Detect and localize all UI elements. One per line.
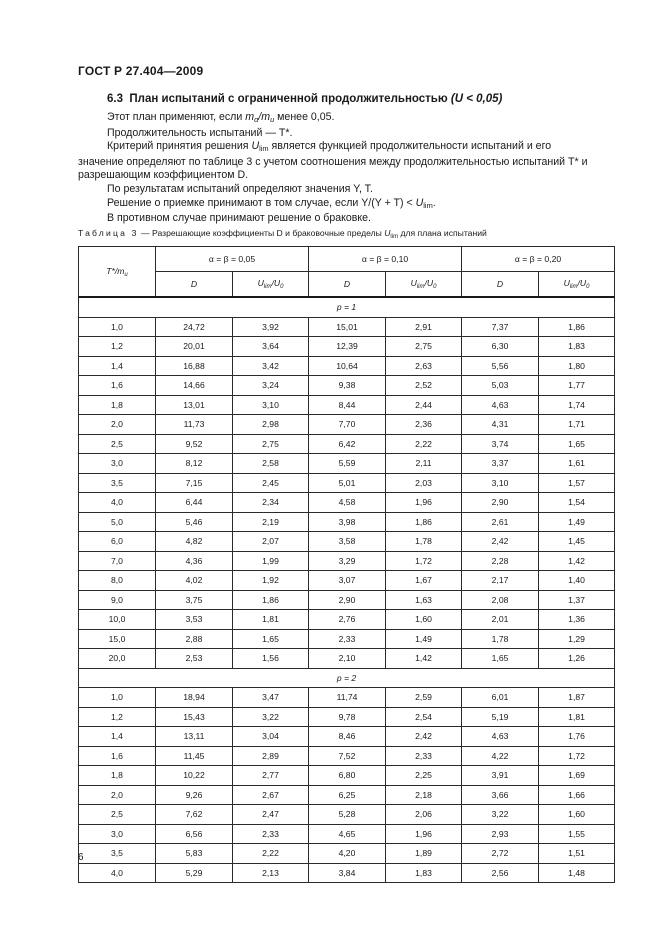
value-cell: 2,10	[309, 649, 386, 669]
value-cell: 5,03	[462, 376, 539, 396]
value-cell: 2,61	[462, 512, 539, 532]
table-section-row	[79, 297, 615, 317]
value-cell: 16,88	[156, 356, 233, 376]
ratio-cell: 1,6	[79, 746, 156, 766]
value-cell: 1,57	[539, 473, 615, 493]
value-cell: 2,76	[309, 610, 386, 630]
value-cell: 18,94	[156, 688, 233, 708]
col-group-1: α = β = 0,10	[309, 247, 462, 272]
value-cell: 3,37	[462, 454, 539, 474]
value-cell: 2,06	[386, 805, 462, 825]
value-cell: 2,42	[386, 727, 462, 747]
table-row	[79, 473, 615, 493]
value-cell: 1,78	[462, 629, 539, 649]
table-row	[79, 629, 615, 649]
value-cell: 5,83	[156, 844, 233, 864]
table-section-row	[79, 668, 615, 688]
value-cell: 2,34	[233, 493, 309, 513]
value-cell: 3,04	[233, 727, 309, 747]
value-cell: 2,58	[233, 454, 309, 474]
value-cell: 1,48	[539, 863, 615, 883]
value-cell: 2,53	[156, 649, 233, 669]
value-cell: 1,42	[386, 649, 462, 669]
table-row	[79, 551, 615, 571]
ratio-cell: 3,0	[79, 454, 156, 474]
value-cell: 3,91	[462, 766, 539, 786]
section-title	[107, 93, 502, 105]
ratio-cell: 20,0	[79, 649, 156, 669]
value-cell: 2,17	[462, 571, 539, 591]
value-cell: 1,63	[386, 590, 462, 610]
table-body	[79, 297, 615, 883]
value-cell: 2,90	[309, 590, 386, 610]
value-cell: 3,22	[462, 805, 539, 825]
value-cell: 2,59	[386, 688, 462, 708]
value-cell: 2,07	[233, 532, 309, 552]
ratio-cell: 2,5	[79, 434, 156, 454]
table-row	[79, 610, 615, 630]
value-cell: 6,56	[156, 824, 233, 844]
page-number: 6	[78, 852, 84, 863]
table-row	[79, 356, 615, 376]
value-cell: 5,01	[309, 473, 386, 493]
value-cell: 2,75	[233, 434, 309, 454]
table-row	[79, 337, 615, 357]
paragraph-acceptance: Решение о приемке принимают в том случае, если $Y/(Y + T) < U_{lim}$.	[107, 196, 436, 210]
value-cell: 11,45	[156, 746, 233, 766]
value-cell: 2,90	[462, 493, 539, 513]
value-cell: 1,81	[233, 610, 309, 630]
value-cell: 11,73	[156, 415, 233, 435]
value-cell: 1,96	[386, 824, 462, 844]
value-cell: 3,53	[156, 610, 233, 630]
value-cell: 3,22	[233, 707, 309, 727]
value-cell: 9,52	[156, 434, 233, 454]
value-cell: 1,36	[539, 610, 615, 630]
value-cell: 1,71	[539, 415, 615, 435]
value-cell: 3,29	[309, 551, 386, 571]
col-header-u: $U_{lim}/U_0$	[386, 272, 462, 298]
value-cell: 6,01	[462, 688, 539, 708]
value-cell: 10,64	[309, 356, 386, 376]
value-cell: 3,47	[233, 688, 309, 708]
value-cell: 6,44	[156, 493, 233, 513]
value-cell: 1,65	[462, 649, 539, 669]
col-group-2: α = β = 0,20	[462, 247, 615, 272]
value-cell: 2,19	[233, 512, 309, 532]
value-cell: 1,67	[386, 571, 462, 591]
ratio-cell: 1,4	[79, 727, 156, 747]
value-cell: 1,42	[539, 551, 615, 571]
value-cell: 1,77	[539, 376, 615, 396]
value-cell: 2,54	[386, 707, 462, 727]
value-cell: 6,30	[462, 337, 539, 357]
value-cell: 2,08	[462, 590, 539, 610]
value-cell: 11,74	[309, 688, 386, 708]
table-row	[79, 649, 615, 669]
value-cell: 3,74	[462, 434, 539, 454]
paragraph-duration: Продолжительность испытаний — T*.	[107, 126, 293, 139]
value-cell: 1,49	[539, 512, 615, 532]
value-cell: 3,07	[309, 571, 386, 591]
value-cell: 6,80	[309, 766, 386, 786]
value-cell: 3,66	[462, 785, 539, 805]
col-header-u: $U_{lim}/U_0$	[539, 272, 615, 298]
value-cell: 15,01	[309, 317, 386, 337]
col-group-0: α = β = 0,05	[156, 247, 309, 272]
table-row	[79, 415, 615, 435]
table-row	[79, 454, 615, 474]
value-cell: 4,20	[309, 844, 386, 864]
ratio-cell: 1,8	[79, 395, 156, 415]
value-cell: 1,86	[539, 317, 615, 337]
value-cell: 2,28	[462, 551, 539, 571]
value-cell: 5,29	[156, 863, 233, 883]
value-cell: 10,22	[156, 766, 233, 786]
value-cell: 1,29	[539, 629, 615, 649]
ratio-cell: 1,0	[79, 317, 156, 337]
value-cell: 2,18	[386, 785, 462, 805]
value-cell: 14,66	[156, 376, 233, 396]
value-cell: 13,11	[156, 727, 233, 747]
ratio-cell: 2,0	[79, 415, 156, 435]
value-cell: 3,84	[309, 863, 386, 883]
value-cell: 4,82	[156, 532, 233, 552]
value-cell: 1,45	[539, 532, 615, 552]
value-cell: 8,12	[156, 454, 233, 474]
ratio-cell: 4,0	[79, 493, 156, 513]
value-cell: 2,42	[462, 532, 539, 552]
value-cell: 3,58	[309, 532, 386, 552]
table-row	[79, 376, 615, 396]
col-header-u: $U_{lim}/U_0$	[233, 272, 309, 298]
table-row	[79, 317, 615, 337]
value-cell: 4,02	[156, 571, 233, 591]
ratio-cell: 3,5	[79, 473, 156, 493]
value-cell: 7,15	[156, 473, 233, 493]
ratio-cell: 8,0	[79, 571, 156, 591]
value-cell: 2,45	[233, 473, 309, 493]
decision-table	[78, 246, 615, 883]
value-cell: 1,51	[539, 844, 615, 864]
table-row	[79, 395, 615, 415]
value-cell: 1,55	[539, 824, 615, 844]
value-cell: 6,25	[309, 785, 386, 805]
value-cell: 2,33	[386, 746, 462, 766]
table-caption-text: — Разрешающие коэффициенты D и браковочные пределы	[138, 228, 385, 238]
value-cell: 1,60	[386, 610, 462, 630]
table-section-label: p = 1	[79, 297, 615, 317]
value-cell: 2,22	[233, 844, 309, 864]
value-cell: 5,59	[309, 454, 386, 474]
table-row	[79, 434, 615, 454]
value-cell: 9,38	[309, 376, 386, 396]
value-cell: 1,65	[233, 629, 309, 649]
ratio-cell: 3,0	[79, 824, 156, 844]
value-cell: 3,42	[233, 356, 309, 376]
value-cell: 4,63	[462, 727, 539, 747]
ratio-cell: 2,5	[79, 805, 156, 825]
value-cell: 2,56	[462, 863, 539, 883]
value-cell: 20,01	[156, 337, 233, 357]
value-cell: 2,52	[386, 376, 462, 396]
value-cell: 8,46	[309, 727, 386, 747]
value-cell: 5,46	[156, 512, 233, 532]
paragraph-criterion: Критерий принятия решения $U_{lim}$ является функцией продолжительности испытаний и его значение определяют по таблице 3 с учетом соотношения между продолжительностью испытаний T* и разрешающим коэффициентом D.	[78, 140, 588, 182]
ratio-cell: 3,5	[79, 844, 156, 864]
col-header-d: D	[462, 272, 539, 298]
ratio-cell: 7,0	[79, 551, 156, 571]
value-cell: 3,75	[156, 590, 233, 610]
ratio-cell: 5,0	[79, 512, 156, 532]
value-cell: 1,37	[539, 590, 615, 610]
value-cell: 1,81	[539, 707, 615, 727]
value-cell: 2,25	[386, 766, 462, 786]
value-cell: 3,64	[233, 337, 309, 357]
value-cell: 1,49	[386, 629, 462, 649]
col-header-d: D	[309, 272, 386, 298]
ratio-cell: 9,0	[79, 590, 156, 610]
ratio-cell: 1,2	[79, 707, 156, 727]
table-row	[79, 766, 615, 786]
table-caption: Таблица 3 — Разрешающие коэффициенты D и браковочные пределы $U_{lim}$ для плана испытаний	[78, 228, 487, 240]
value-cell: 1,69	[539, 766, 615, 786]
value-cell: 4,63	[462, 395, 539, 415]
ratio-cell: 15,0	[79, 629, 156, 649]
value-cell: 1,86	[233, 590, 309, 610]
value-cell: 5,28	[309, 805, 386, 825]
value-cell: 1,92	[233, 571, 309, 591]
ratio-cell: 4,0	[79, 863, 156, 883]
value-cell: 1,74	[539, 395, 615, 415]
value-cell: 1,99	[233, 551, 309, 571]
col-header-d: D	[156, 272, 233, 298]
table-section-label: p = 2	[79, 668, 615, 688]
value-cell: 1,83	[539, 337, 615, 357]
ratio-cell: 1,4	[79, 356, 156, 376]
value-cell: 2,44	[386, 395, 462, 415]
ratio-cell: 10,0	[79, 610, 156, 630]
table-caption-tail: для плана испытаний	[398, 228, 487, 238]
value-cell: 2,63	[386, 356, 462, 376]
value-cell: 2,72	[462, 844, 539, 864]
value-cell: 7,37	[462, 317, 539, 337]
value-cell: 1,83	[386, 863, 462, 883]
value-cell: 2,67	[233, 785, 309, 805]
value-cell: 4,22	[462, 746, 539, 766]
value-cell: 2,47	[233, 805, 309, 825]
value-cell: 1,40	[539, 571, 615, 591]
value-cell: 12,39	[309, 337, 386, 357]
section-title-text: План испытаний с ограниченной продолжительностью	[129, 93, 448, 105]
paragraph-results: По результатам испытаний определяют значения Y, T.	[107, 182, 373, 195]
table-caption-label: Таблица 3	[78, 228, 139, 238]
value-cell: 5,56	[462, 356, 539, 376]
value-cell: 1,89	[386, 844, 462, 864]
table-row	[79, 785, 615, 805]
value-cell: 1,72	[386, 551, 462, 571]
value-cell: 13,01	[156, 395, 233, 415]
value-cell: 2,91	[386, 317, 462, 337]
value-cell: 2,89	[233, 746, 309, 766]
value-cell: 3,24	[233, 376, 309, 396]
paragraph-applicability: Этот план применяют, если $m_\alpha/m_u$ менее 0,05.	[107, 111, 335, 124]
ratio-cell: 1,8	[79, 766, 156, 786]
ratio-cell: 1,2	[79, 337, 156, 357]
value-cell: 4,31	[462, 415, 539, 435]
document-header: ГОСТ Р 27.404—2009	[78, 64, 204, 78]
value-cell: 2,77	[233, 766, 309, 786]
value-cell: 2,33	[309, 629, 386, 649]
value-cell: 3,10	[233, 395, 309, 415]
value-cell: 7,62	[156, 805, 233, 825]
value-cell: 9,26	[156, 785, 233, 805]
table-row	[79, 746, 615, 766]
value-cell: 4,65	[309, 824, 386, 844]
value-cell: 1,96	[386, 493, 462, 513]
section-condition: (U < 0,05)	[450, 93, 503, 105]
ratio-cell: 6,0	[79, 532, 156, 552]
table-row	[79, 844, 615, 864]
table-row	[79, 824, 615, 844]
value-cell: 1,56	[233, 649, 309, 669]
value-cell: 2,98	[233, 415, 309, 435]
value-cell: 6,42	[309, 434, 386, 454]
ratio-cell: 2,0	[79, 785, 156, 805]
value-cell: 1,80	[539, 356, 615, 376]
value-cell: 1,86	[386, 512, 462, 532]
value-cell: 9,78	[309, 707, 386, 727]
table-row	[79, 688, 615, 708]
value-cell: 15,43	[156, 707, 233, 727]
value-cell: 2,13	[233, 863, 309, 883]
section-number: 6.3	[107, 93, 123, 105]
value-cell: 1,66	[539, 785, 615, 805]
value-cell: 7,52	[309, 746, 386, 766]
table-row	[79, 512, 615, 532]
table-row	[79, 532, 615, 552]
value-cell: 2,33	[233, 824, 309, 844]
ratio-cell: 1,6	[79, 376, 156, 396]
table-row	[79, 493, 615, 513]
value-cell: 4,58	[309, 493, 386, 513]
value-cell: 1,78	[386, 532, 462, 552]
value-cell: 2,75	[386, 337, 462, 357]
value-cell: 4,36	[156, 551, 233, 571]
value-cell: 8,44	[309, 395, 386, 415]
value-cell: 1,76	[539, 727, 615, 747]
value-cell: 1,26	[539, 649, 615, 669]
table-row	[79, 805, 615, 825]
value-cell: 3,92	[233, 317, 309, 337]
value-cell: 2,11	[386, 454, 462, 474]
value-cell: 1,65	[539, 434, 615, 454]
table-row	[79, 727, 615, 747]
value-cell: 2,93	[462, 824, 539, 844]
value-cell: 7,70	[309, 415, 386, 435]
value-cell: 3,98	[309, 512, 386, 532]
value-cell: 2,22	[386, 434, 462, 454]
value-cell: 2,03	[386, 473, 462, 493]
value-cell: 1,54	[539, 493, 615, 513]
value-cell: 2,36	[386, 415, 462, 435]
value-cell: 1,87	[539, 688, 615, 708]
ratio-cell: 1,0	[79, 688, 156, 708]
section-body	[78, 111, 590, 226]
table-row	[79, 571, 615, 591]
table-row	[79, 863, 615, 883]
paragraph-rejection: В противном случае принимают решение о браковке.	[107, 212, 372, 225]
value-cell: 2,01	[462, 610, 539, 630]
value-cell: 1,72	[539, 746, 615, 766]
table-row	[79, 590, 615, 610]
value-cell: 1,61	[539, 454, 615, 474]
value-cell: 1,60	[539, 805, 615, 825]
value-cell: 24,72	[156, 317, 233, 337]
col-header-ratio: $T*/m_u$	[79, 247, 156, 298]
value-cell: 5,19	[462, 707, 539, 727]
table-row	[79, 707, 615, 727]
value-cell: 3,10	[462, 473, 539, 493]
value-cell: 2,88	[156, 629, 233, 649]
